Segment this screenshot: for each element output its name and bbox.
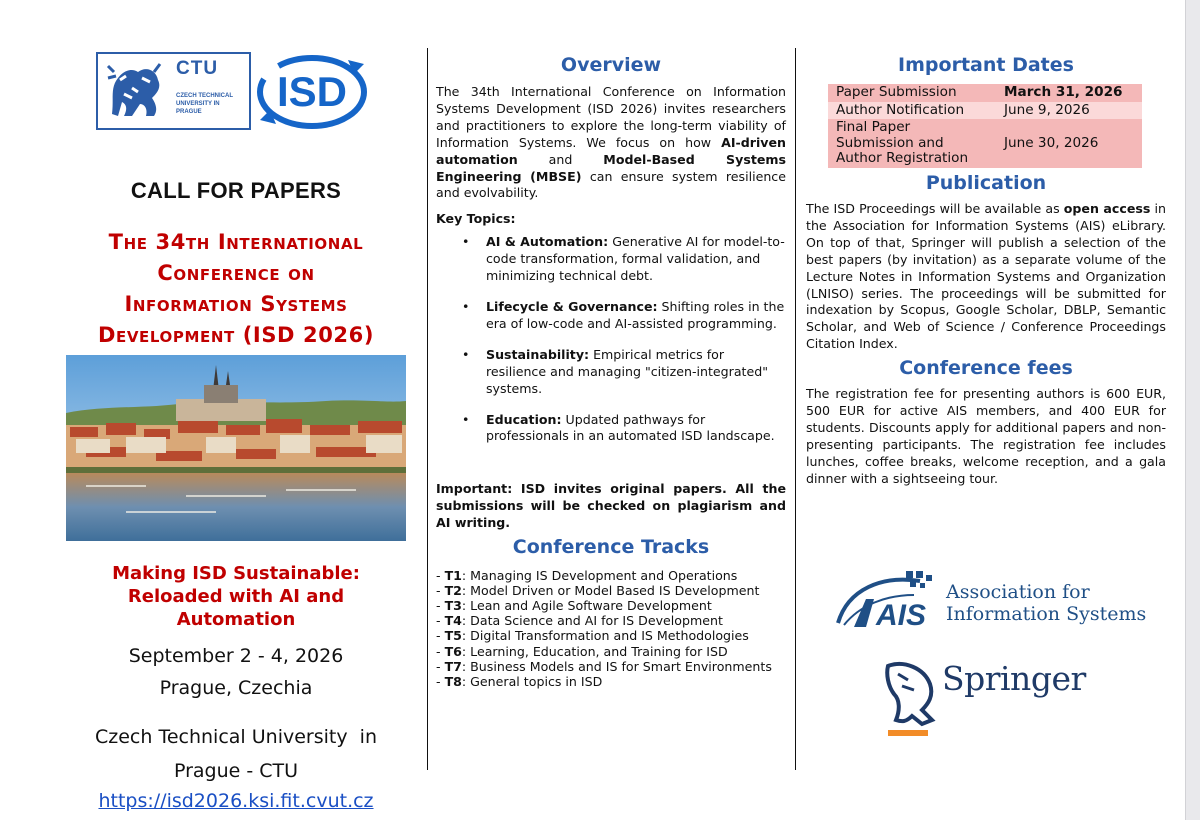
overview-text: can ensure system resilience and evolvability. (436, 168, 786, 201)
svg-text:AIS: AIS (876, 599, 927, 632)
topic-text: Empirical metrics for resilience and managing "citizen-integrated" systems. (486, 346, 769, 396)
list-item (486, 347, 786, 398)
list-item (486, 234, 786, 285)
publication-text: in the Association for Information Systems (AIS) eLibrary. On top of that, Springer will publish a selection of the best papers (by invitation) as a separate volume of the Lecture Notes in Information Systems and Organization (LNISO) series. The proceedings will be submitted for indexation by Scopus, Google Scholar, DBLP, Semantic Scholar, and Web of Science / Conference Proceedings Citation Index. (806, 200, 1166, 352)
conference-title-line: Development (ISD 2026) (97, 323, 375, 347)
date-label: Author Notification (828, 102, 996, 120)
middle-column (436, 50, 786, 689)
table-row (828, 119, 1142, 168)
host-university (60, 720, 412, 788)
track-text: : Business Models and IS for Smart Environments (461, 658, 772, 674)
ais-name-line: Association for (946, 581, 1090, 603)
list-item: - T6: Learning, Education, and Training for ISD (436, 643, 728, 659)
overview-bold: AI-driven automation (436, 134, 786, 167)
list-item (486, 412, 786, 446)
list-item: - T7: Business Models and IS for Smart Environments (436, 658, 772, 674)
key-topics-list (436, 234, 786, 445)
conference-title (60, 227, 412, 351)
conference-location: Prague, Czechia (159, 677, 313, 699)
topic-title: Education: (486, 411, 562, 427)
date-value: June 30, 2026 (996, 119, 1142, 168)
isd-logo-text: ISD (276, 68, 348, 115)
track-text: : Model Driven or Model Based IS Development (461, 583, 760, 599)
list-item: - T3: Lean and Agile Software Development (436, 598, 712, 614)
track-text: : Data Science and AI for IS Development (461, 613, 723, 629)
track-text: : General topics in ISD (461, 673, 603, 689)
ctu-lion-icon (102, 58, 168, 124)
important-notice: Important: ISD invites original papers. All the submissions will be checked on plagiarism and AI writing. (436, 481, 786, 531)
track-code: T5 (444, 628, 462, 644)
track-text: : Lean and Agile Software Development (461, 598, 712, 614)
track-code: T6 (444, 643, 462, 659)
list-item: - T1: Managing IS Development and Operations (436, 568, 738, 584)
overview-bold: Model-Based Systems Engineering (MBSE) (436, 151, 787, 184)
overview-heading: Overview (560, 54, 662, 76)
track-code: T2 (444, 583, 462, 599)
fees-paragraph: The registration fee for presenting authors is 600 EUR, 500 EUR for active AIS members, and 400 EUR for students. Discounts apply for additional papers and non-presenting participants. The registration fee includes lunches, coffee breaks, welcome reception, and a gala dinner with a sightseeing tour. (806, 386, 1166, 486)
topic-text: Shifting roles in the era of low-code and AI-assisted programming. (486, 298, 785, 331)
theme-line: Making ISD Sustainable: (112, 563, 360, 584)
publication-heading: Publication (925, 171, 1047, 194)
conference-dates: September 2 - 4, 2026 (128, 645, 344, 667)
isd-logo (252, 50, 372, 132)
list-item: - T4: Data Science and AI for IS Development (436, 613, 723, 629)
fees-heading: Conference fees (899, 357, 1073, 380)
topic-title: AI & Automation: (486, 234, 609, 250)
logo-row (60, 50, 412, 130)
viewer-scrollbar[interactable] (1185, 0, 1200, 820)
table-row (828, 84, 1142, 102)
theme-line: Automation (176, 609, 296, 630)
publication-paragraph (806, 201, 1166, 353)
ais-logo-text (946, 581, 1146, 625)
date-label: Paper Submission (828, 84, 996, 102)
conference-title-line: Information Systems (124, 292, 348, 316)
topic-title: Sustainability: (486, 346, 590, 362)
tracks-list (436, 568, 786, 689)
track-code: T1 (444, 568, 462, 584)
list-item: - T8: General topics in ISD (436, 673, 603, 689)
university-line: Czech Technical University in (95, 726, 377, 748)
publication-text: The ISD Proceedings will be available as (806, 200, 1064, 216)
important-dates-heading: Important Dates (898, 54, 1074, 76)
call-for-papers-heading: CALL FOR PAPERS (130, 178, 342, 203)
right-column (806, 50, 1166, 698)
springer-logo-text: Springer (942, 659, 1086, 698)
left-column (60, 50, 412, 812)
conference-date-location (60, 640, 412, 704)
tracks-heading: Conference Tracks (512, 536, 710, 559)
ais-name-line: Information Systems (946, 603, 1147, 625)
important-dates-table (828, 84, 1142, 168)
theme-line: Reloaded with AI and (127, 586, 345, 607)
track-code: T3 (444, 598, 462, 614)
list-item: - T2: Model Driven or Model Based IS Development (436, 583, 760, 599)
column-divider-right (795, 48, 796, 770)
university-line: Prague - CTU (173, 760, 299, 782)
track-code: T8 (444, 673, 462, 689)
publication-bold: open access (1063, 200, 1151, 216)
overview-text: and (517, 151, 604, 167)
table-row (828, 102, 1142, 120)
date-value: June 9, 2026 (996, 102, 1142, 120)
track-text: : Digital Transformation and IS Methodologies (461, 628, 749, 644)
track-text: : Learning, Education, and Training for ISD (461, 643, 728, 659)
ctu-logo (96, 52, 251, 130)
date-value: March 31, 2026 (996, 84, 1142, 102)
date-label: Final Paper Submission and Author Registration (828, 119, 996, 168)
key-topics-label: Key Topics: (436, 211, 516, 227)
topic-title: Lifecycle & Governance: (486, 298, 658, 314)
track-text: : Managing IS Development and Operations (461, 568, 738, 584)
ctu-logo-text (176, 58, 242, 116)
topic-text: Updated pathways for professionals in an automated ISD landscape. (486, 411, 775, 444)
prague-castle-photo (66, 355, 406, 541)
overview-paragraph (436, 84, 786, 202)
conference-theme (60, 562, 412, 631)
list-item (486, 299, 786, 333)
list-item: - T5: Digital Transformation and IS Methodologies (436, 628, 749, 644)
conference-website-link[interactable]: https://isd2026.ksi.fit.cvut.cz (98, 790, 374, 812)
track-code: T7 (444, 658, 462, 674)
ctu-abbr: CTU (176, 58, 219, 79)
ctu-full-name: CZECH TECHNICAL UNIVERSITY IN PRAGUE (176, 93, 233, 115)
track-code: T4 (444, 613, 462, 629)
conference-title-line: The 34th International (108, 230, 364, 254)
conference-title-line: Conference on (157, 261, 315, 285)
overview-text: The 34th International Conference on Information Systems Development (ISD 2026) invites researchers and practitioners to explore the long-term viability of Information Systems. We focus on how (436, 84, 786, 150)
topic-text: Generative AI for model-to-code transformation, formal validation, and minimizing technical debt. (486, 234, 785, 284)
column-divider-left (427, 48, 428, 770)
